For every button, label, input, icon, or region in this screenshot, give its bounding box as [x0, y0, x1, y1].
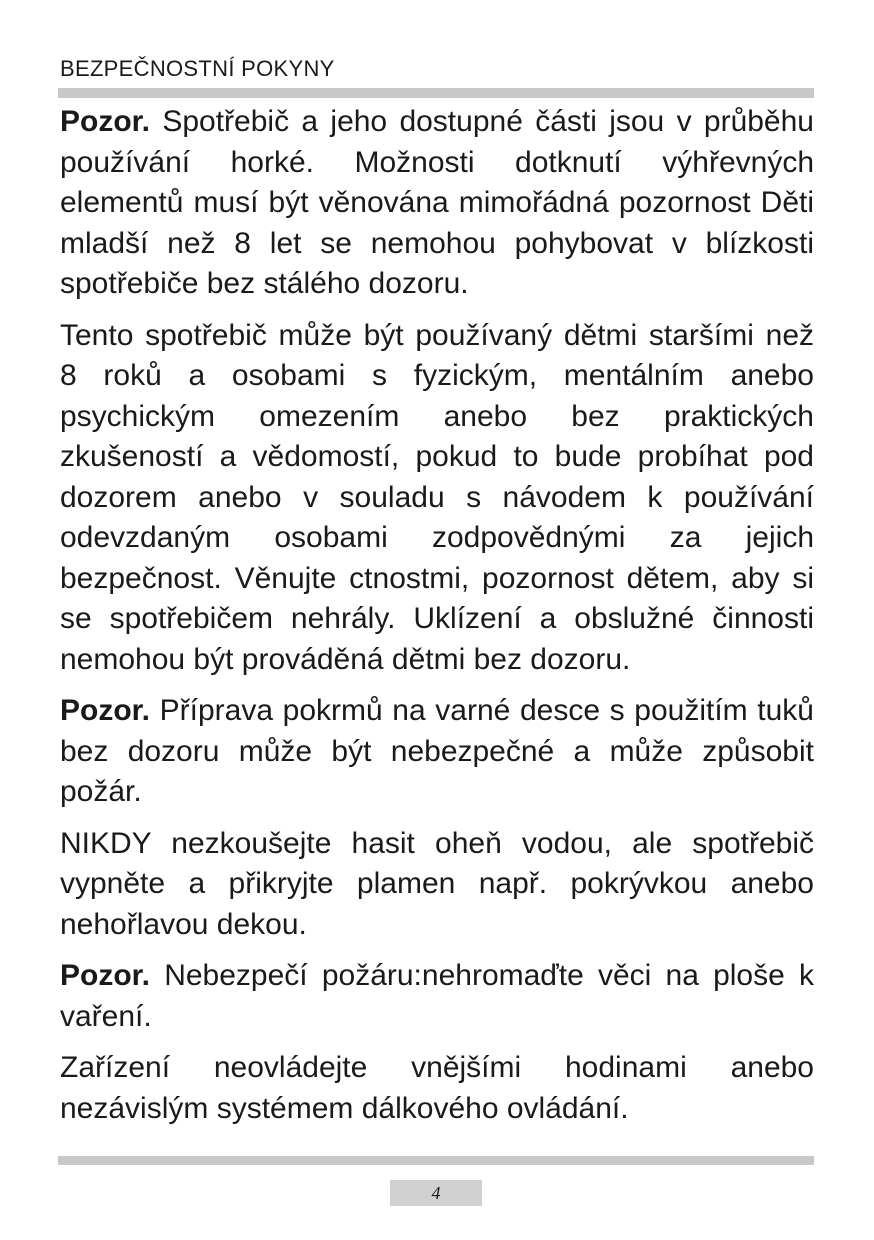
warning-label: Pozor. [60, 694, 151, 727]
paragraph-fire-extinguishing [60, 824, 814, 946]
paragraph-warning-fat-cooking [60, 691, 814, 813]
header-divider [58, 88, 814, 98]
paragraph-text: Tento spotřebič může být používaný dětmi staršími než 8 roků a osobami s fyzickým, mentálním anebo psychickým omezením anebo bez praktických zkušeností a vědomostí, pokud to bude probíhat pod dozorem anebo v souladu s návodem k používání odevzdaným osobami zodpovědnými za jejich bezpečnost. Věnujte ctnostmi, pozornost dětem, aby si se spotřebičem nehrály. Uklízení a obslužné činnosti nemohou být prováděná dětmi bez dozoru. [60, 318, 814, 676]
paragraph-text: Spotřebič a jeho dostupné části jsou v průběhu používání horké. Možnosti dotknutí výhřevných elementů musí být věnována mimořádná pozornost Děti mladší než 8 let se nemohou pohybovat v blízkosti spotřebiče bez stálého dozoru. [60, 105, 814, 300]
paragraph-remote-control [60, 1048, 814, 1129]
paragraph-children-usage [60, 316, 814, 681]
safety-instructions-body [60, 102, 814, 1140]
footer-divider [58, 1156, 814, 1165]
paragraph-text: NIKDY nezkoušejte hasit oheň vodou, ale spotřebič vypněte a přikryjte plamen např. pokrývkou anebo nehořlavou dekou. [60, 826, 814, 941]
paragraph-warning-fire-hazard [60, 956, 814, 1037]
paragraph-text: Zařízení neovládejte vnějšími hodinami anebo nezávislým systémem dálkového ovládání. [60, 1051, 814, 1125]
paragraph-text: Příprava pokrmů na varné desce s použitím tuků bez dozoru může být nebezpečné a může způsobit požár. [60, 694, 814, 808]
paragraph-text: Nebezpečí požáru:nehromaďte věci na ploše k vaření. [60, 959, 814, 1033]
paragraph-warning-hot-parts [60, 102, 814, 305]
section-title: BEZPEČNOSTNÍ POKYNY [60, 56, 335, 81]
page-number: 4 [390, 1180, 482, 1206]
warning-label: Pozor. [60, 959, 151, 992]
warning-label: Pozor. [60, 105, 151, 138]
